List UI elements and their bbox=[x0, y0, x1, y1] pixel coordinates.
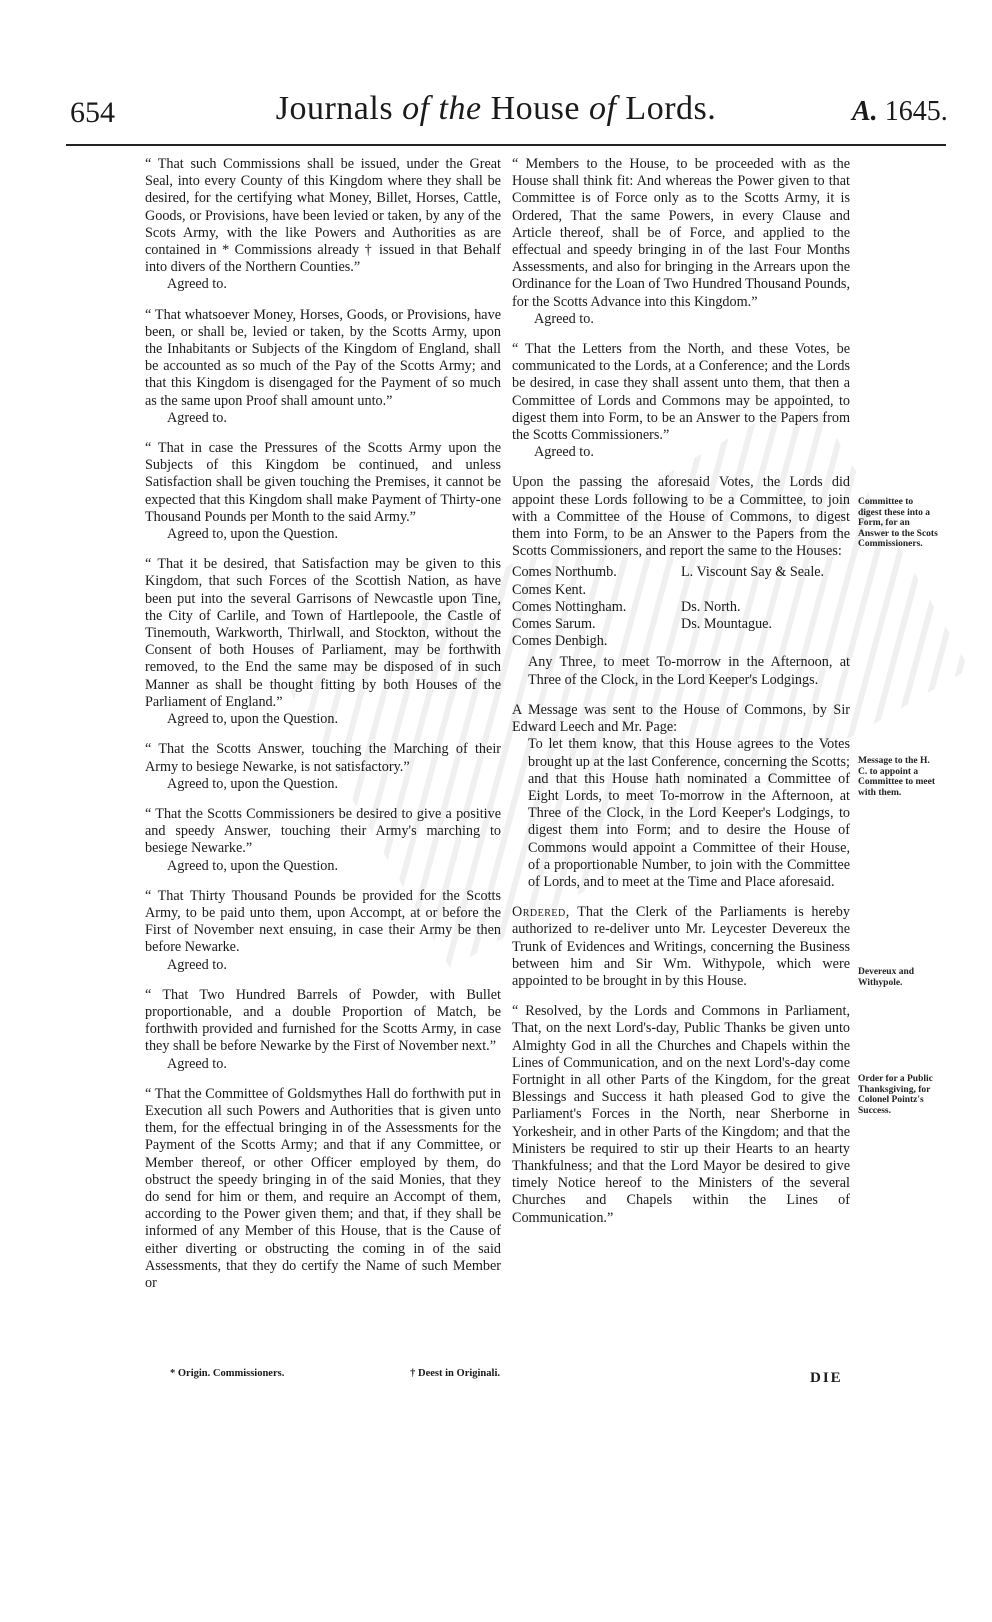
page-number: 654 bbox=[70, 96, 115, 129]
agreed-line: Agreed to, upon the Question. bbox=[167, 857, 339, 874]
resolution-paragraph: “ That in case the Pressures of the Scotts Army upon the Subjects of this Kingdom be continued, and unless Satisfaction shall be given touching the Premises, it cannot be expected that this Kingdom shall make Payment of Thirty-one Thousand Pounds per Month to the said Army.” bbox=[145, 440, 501, 525]
order-body: That the Clerk of the Parliaments is hereby authorized to re-deliver unto Mr. Leycester Devereux the Trunk of Evidences and Writings, concerning the Business between him and Sir Wm. Withypole, which were appointed to be brought in by this House. bbox=[512, 904, 850, 989]
title-part: Lords. bbox=[616, 90, 717, 127]
lord-name bbox=[681, 582, 850, 599]
resolution-paragraph: “ That such Commissions shall be issued, under the Great Seal, into every County of this Kingdom where they shall be desired, for the certifying what Money, Billet, Horses, Cattle, Goods, or Provisions, have been levied or taken, by any of the Scots Army, with the like Powers and Authorities as are contained in * Commissions already † issued in that Behalf into divers of the Northern Counties.” bbox=[145, 156, 501, 276]
resolution-paragraph: “ That Two Hundred Barrels of Powder, with Bullet proportionable, and a double Proportion of Match, be forthwith provided and furnished for the Scotts Army, in case they shall be before Newarke by the First of November next.” bbox=[145, 986, 501, 1055]
resolution-paragraph: “ Members to the House, to be proceeded with as the House shall think fit: And whereas the Power given to that Committee is of Force only as to the Scotts Army, it is Ordered, That the same Powers, in every Clause and Article thereof, shall be of Force, and applied to the effectual and speedy bringing in of the last Four Months Assessments, and also for bringing in the Arrears upon the Ordinance for the Loan of Two Hundred Thousand Pounds, for the Scotts Advance into this Kingdom.” bbox=[512, 156, 850, 310]
left-column bbox=[145, 156, 501, 1292]
agreed-line: Agreed to, upon the Question. bbox=[167, 775, 339, 792]
lord-name: L. Viscount Say & Seale. bbox=[681, 564, 825, 581]
margin-note: Order for a Public Thanksgiving, for Colonel Pointz's Success. bbox=[858, 1074, 933, 1116]
resolution-paragraph: “ That the Scotts Answer, touching the Marching of their Army to besiege Newarke, is not satisfactory.” bbox=[145, 741, 501, 775]
agreed-line: Agreed to. bbox=[534, 444, 594, 461]
title-part: of bbox=[402, 90, 430, 127]
title-part: House bbox=[490, 90, 589, 127]
lord-name: Comes Nottingham. bbox=[512, 598, 627, 615]
resolution-paragraph: “ Resolved, by the Lords and Commons in Parliament, That, on the next Lord's-day, Public Thanks be given unto Almighty God in all the Churches and Chapels within the Lines of Communication, and on the next Lord's-day come Fortnight in all other Parts of the Kingdom, for the great Blessings and Success it hath pleased God to give the Parliament's Forces in the North, near Sherborne in Yorkesheir, and in other Parts of the Kingdom; and that the Ministers be required to stir up their Hearts to an hearty Thankfulness; and that the Lord Mayor be desired to give timely Notice hereof to the Ministers of the several Churches and Chapels within the Lines of Communication.” bbox=[512, 1003, 850, 1226]
ordered-label: Ordered, bbox=[512, 904, 570, 921]
lord-name: Comes Northumb. bbox=[512, 564, 617, 581]
catchword: DIE bbox=[810, 1370, 843, 1386]
meeting-paragraph: Any Three, to meet To-morrow in the Afternoon, at Three of the Clock, in the Lord Keeper's Lodgings. bbox=[528, 654, 850, 688]
message-body: To let them know, that this House agrees to the Votes brought up at the last Conference, concerning the Scotts; and that this House hath nominated a Committee of Eight Lords, to meet To-morrow in the Afternoon, at Three of the Clock, in the Lord Keeper's Lodgings, to digest them into Form; and to desire the House of Commons would appoint a Committee of their House, of a proportionable Number, to join with the Committee of Lords, and to meet at the Time and Place aforesaid. bbox=[528, 736, 850, 890]
agreed-line: Agreed to. bbox=[534, 310, 594, 327]
names-right-column bbox=[681, 564, 850, 650]
page-title bbox=[0, 90, 992, 128]
resolution-paragraph: “ That Thirty Thousand Pounds be provided for the Scotts Army, to be paid unto them, upon Accompt, at or before the First of November next ensuing, in case their Army be then before Newarke. bbox=[145, 887, 501, 956]
margin-note: Message to the H. C. to appoint a Committee to meet with them. bbox=[858, 756, 936, 798]
resolution-paragraph: “ That the Scotts Commissioners be desired to give a positive and speedy Answer, touching their Army's marching to besiege Newarke.” bbox=[145, 805, 501, 857]
lord-name: Ds. North. bbox=[681, 598, 741, 615]
committee-paragraph: Upon the passing the aforesaid Votes, the Lords did appoint these Lords following to be a Committee, to join with a Committee of the House of Commons, to digest them into Form, to be an Answer to the Papers from the Scotts Commissioners, and report the same to the Houses: bbox=[512, 474, 850, 560]
margin-note: Committee to digest these into a Form, for an Answer to the Scots Commissioners. bbox=[858, 497, 938, 549]
names-left-column bbox=[512, 564, 681, 650]
header-rule bbox=[66, 144, 946, 146]
agreed-line: Agreed to. bbox=[167, 956, 227, 973]
right-column bbox=[512, 156, 850, 1227]
resolution-paragraph: “ That whatsoever Money, Horses, Goods, or Provisions, have been, or shall be, levied or taken, by the Scotts Army, upon the Inhabitants or Subjects of the Kingdom of England, shall be accounted as so much of the Pay of the Scotts Army; and that this Kingdom is disengaged for the Payment of so much as the same upon Proof shall amount unto.” bbox=[145, 306, 501, 409]
title-part: the bbox=[429, 90, 491, 127]
agreed-line: Agreed to, upon the Question. bbox=[167, 711, 339, 728]
lord-name: Comes Denbigh. bbox=[512, 633, 608, 650]
lord-name: Comes Kent. bbox=[512, 581, 587, 598]
footnote: * Origin. Commissioners. bbox=[170, 1368, 285, 1379]
title-part: Journals bbox=[275, 90, 403, 127]
committee-names bbox=[512, 564, 850, 650]
resolution-paragraph: “ That the Committee of Goldsmythes Hall do forthwith put in Execution all such Powers and Authorities that is given unto them, for the effectual bringing in of the Assessments for the Payment of the Scotts Army; and that if any Committee, or Member thereof, or other Officer employed by them, do obstruct the speedy bringing in of the said Monies, that they do send for him or them, and require an Accompt of them, according to the Power given them; and that, if they shall be informed of any Member of this House, that is the Cause of either diverting or obstructing the coming in of the said Assessments, that they do certify the Name of such Member or bbox=[145, 1085, 501, 1291]
agreed-line: Agreed to. bbox=[167, 1055, 227, 1072]
page-year bbox=[852, 96, 948, 128]
footnotes bbox=[170, 1368, 500, 1379]
agreed-line: Agreed to. bbox=[167, 409, 227, 426]
message-paragraph: A Message was sent to the House of Commons, by Sir Edward Leech and Mr. Page: bbox=[512, 701, 850, 736]
order-paragraph bbox=[512, 904, 850, 990]
agreed-line: Agreed to, upon the Question. bbox=[167, 526, 339, 543]
year-prefix: A. bbox=[852, 96, 878, 127]
footnote: † Deest in Originali. bbox=[410, 1368, 500, 1379]
lord-name: Ds. Mountague. bbox=[681, 616, 773, 633]
margin-note: Devereux and Withypole. bbox=[858, 967, 915, 988]
agreed-line: Agreed to. bbox=[167, 276, 227, 293]
title-part: of bbox=[588, 90, 617, 127]
resolution-paragraph: “ That it be desired, that Satisfaction may be given to this Kingdom, that such Forces of the Scottish Nation, as have been put into the several Garrisons of Newcastle upon Tine, the City of Carlile, and Town of Hartlepoole, the Castle of Tinemouth, Warkworth, Thirlwall, and Stockton, without the Consent of both Houses of Parliament, may be forthwith removed, to the End the same may be disposed of in such Manner as shall be thought fitting by both Houses of the Parliament of England.” bbox=[145, 556, 501, 710]
year-value: 1645. bbox=[877, 96, 948, 127]
lord-name: Comes Sarum. bbox=[512, 616, 596, 633]
resolution-paragraph: “ That the Letters from the North, and these Votes, be communicated to the Lords, at a Conference; and the Lords be desired, in case they shall assent unto them, that then a Committee of Lords and Commons may be appointed, to digest them into Form, to be an Answer to the Papers from the Scotts Commissioners.” bbox=[512, 341, 850, 444]
